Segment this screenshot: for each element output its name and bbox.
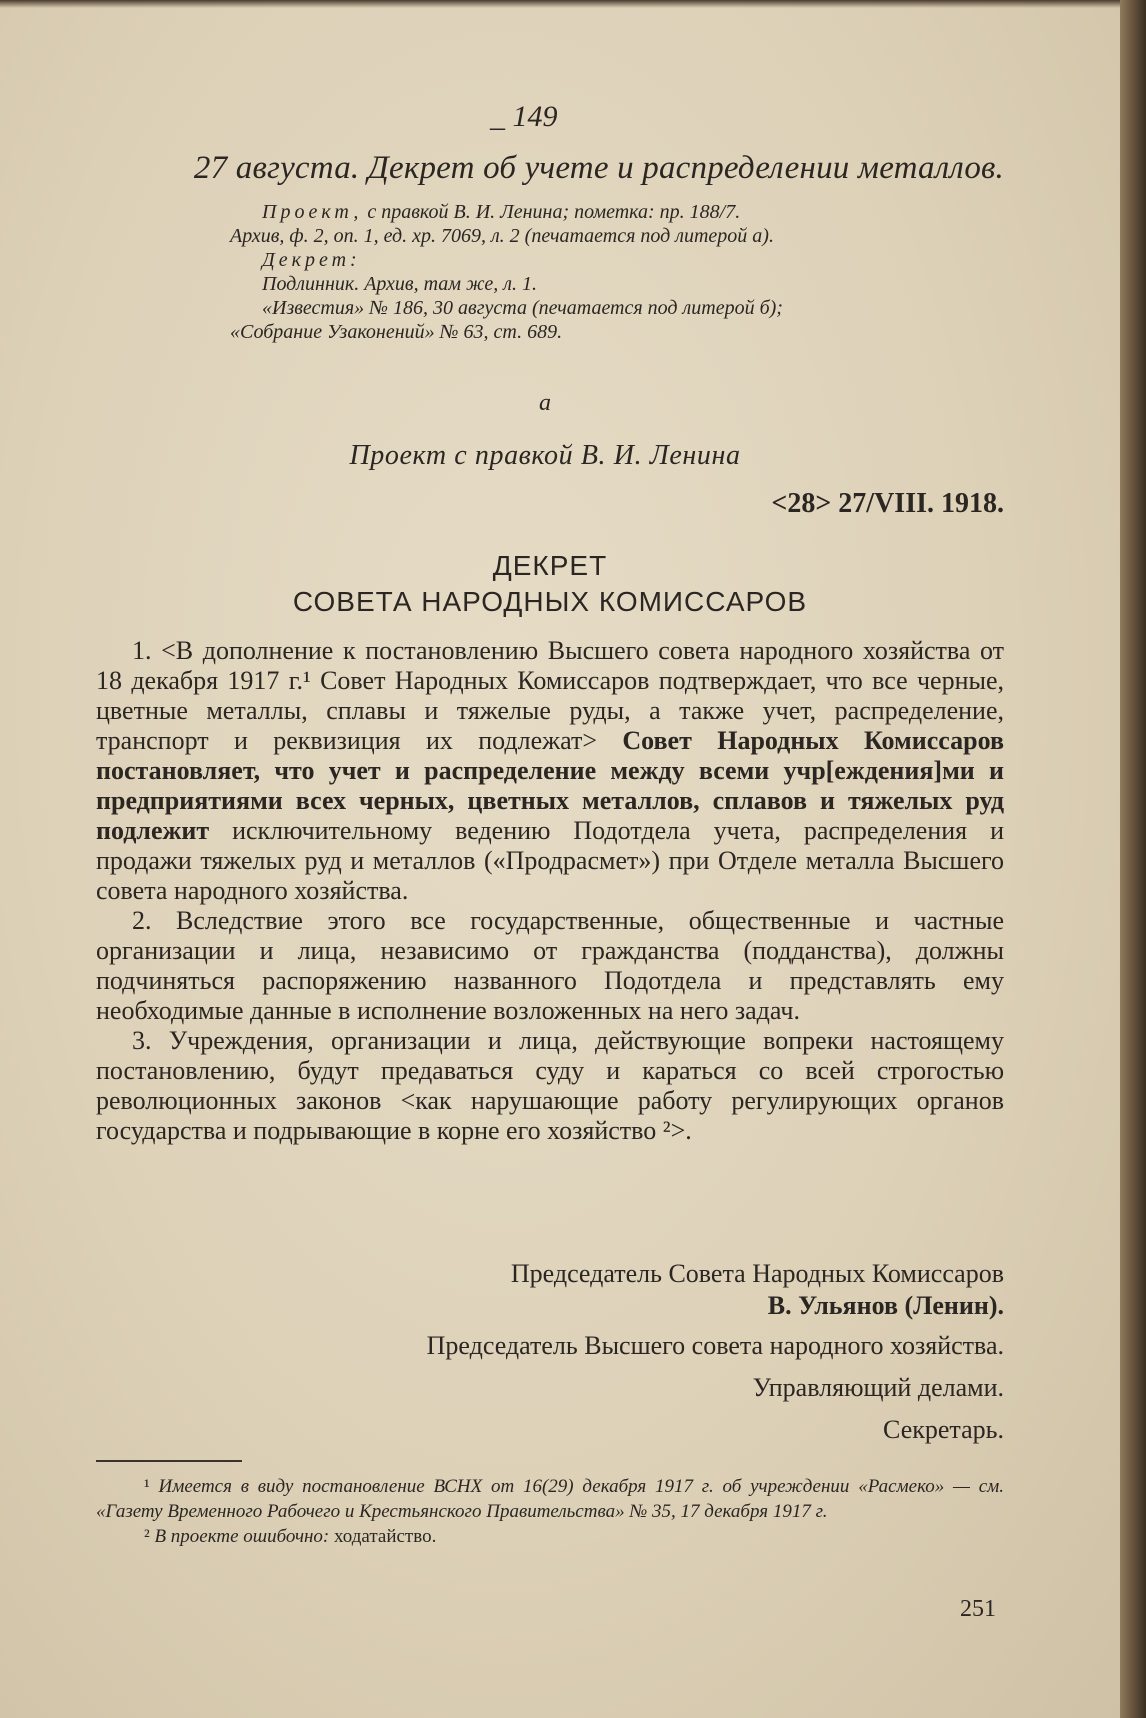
footnote-rule	[96, 1460, 242, 1462]
paragraph-2: 2. Вследствие этого все государственные, общественные и частные организации и лица, независимо от гражданства (подданства), должны подчиняться распоряжению названного Подотдела и представлять ему необходимые данные в исполнение возложенных на него задач.	[96, 906, 1004, 1025]
entry-title: 27 августа. Декрет об учете и распределении металлов.	[193, 150, 1004, 186]
decree-body	[96, 636, 1004, 1146]
paragraph-1-bold: Совет Народных Комиссаров постановляет, что учет и распределение между всеми учр[еждения]ми и предприятиями всех черных, цветных металлов, сплавов и тяжелых руд подлежит	[96, 726, 1004, 845]
decree-title-line-2: СОВЕТА НАРОДНЫХ КОМИССАРОВ	[292, 586, 808, 617]
book-spine	[1120, 0, 1146, 1718]
source-line-3: Декрет:	[262, 249, 361, 271]
document-number: _ 149	[490, 100, 558, 133]
signature-chair-title: Председатель Совета Народных Комиссаров	[510, 1259, 1004, 1288]
signature-chair-name: В. Ульянов (Ленин).	[767, 1291, 1004, 1320]
page-top-edge	[0, 0, 1120, 8]
decree-title-line-1: ДЕКРЕТ	[492, 550, 608, 581]
section-letter: а	[539, 390, 551, 416]
signature-secretary: Секретарь.	[883, 1415, 1004, 1444]
source-line-1: Проект, с правкой В. И. Ленина; пометка: пр. 188/7.	[262, 201, 741, 223]
date-line: <28> 27/VIII. 1918.	[771, 488, 1004, 519]
section-subtitle: Проект с правкой В. И. Ленина	[349, 440, 741, 471]
page-number: 251	[960, 1596, 996, 1622]
footnote-2: ² В проекте ошибочно: ходатайство.	[144, 1526, 437, 1547]
source-line-5: «Известия» № 186, 30 августа (печатается под литерой б);	[262, 297, 783, 319]
decree-title	[96, 548, 1004, 620]
source-line-4: Подлинник. Архив, там же, л. 1.	[262, 273, 537, 295]
signature-vsnh: Председатель Высшего совета народного хозяйства.	[426, 1331, 1004, 1360]
paragraph-3: 3. Учреждения, организации и лица, действующие вопреки настоящему постановлению, будут предаваться суду и караться со всей строгостью революционных законов <как нарушающие работу регулирующих органов государства и подрывающие в корне его хозяйство ²>.	[96, 1026, 1004, 1145]
footnote-1: ¹ Имеется в виду постановление ВСНХ от 16(29) декабря 1917 г. об учреждении «Расмеко» — см. «Газету Временного Рабочего и Крестьянского Правительства» № 35, 17 декабря 1917 г.	[96, 1476, 1005, 1522]
signature-manager: Управляющий делами.	[752, 1373, 1004, 1402]
source-notes	[230, 200, 1004, 344]
source-line-6: «Собрание Узаконений» № 63, ст. 689.	[230, 321, 563, 343]
source-line-2: Архив, ф. 2, оп. 1, ед. хр. 7069, л. 2 (печатается под литерой а).	[230, 225, 774, 247]
paragraph-1: 1. <В дополнение к постановлению Высшего совета народного хозяйства от 18 декабря 1917 г.¹ Совет Народных Комиссаров подтверждает, что все черные, цветные металлы, сплавы и тяжелые руды, а также учет, распределение, транспорт и реквизиция их подлежат> Совет Народных Комиссаров постановляет, что учет и распределение между всеми учр[еждения]ми и предприятиями всех черных, цветных металлов, сплавов и тяжелых руд подлежит исключительному ведению Подотдела учета, распределения и продажи тяжелых руд и металлов («Продрасмет») при Отделе металла Высшего совета народного хозяйства.	[96, 636, 1004, 905]
footnotes	[96, 1474, 1004, 1549]
